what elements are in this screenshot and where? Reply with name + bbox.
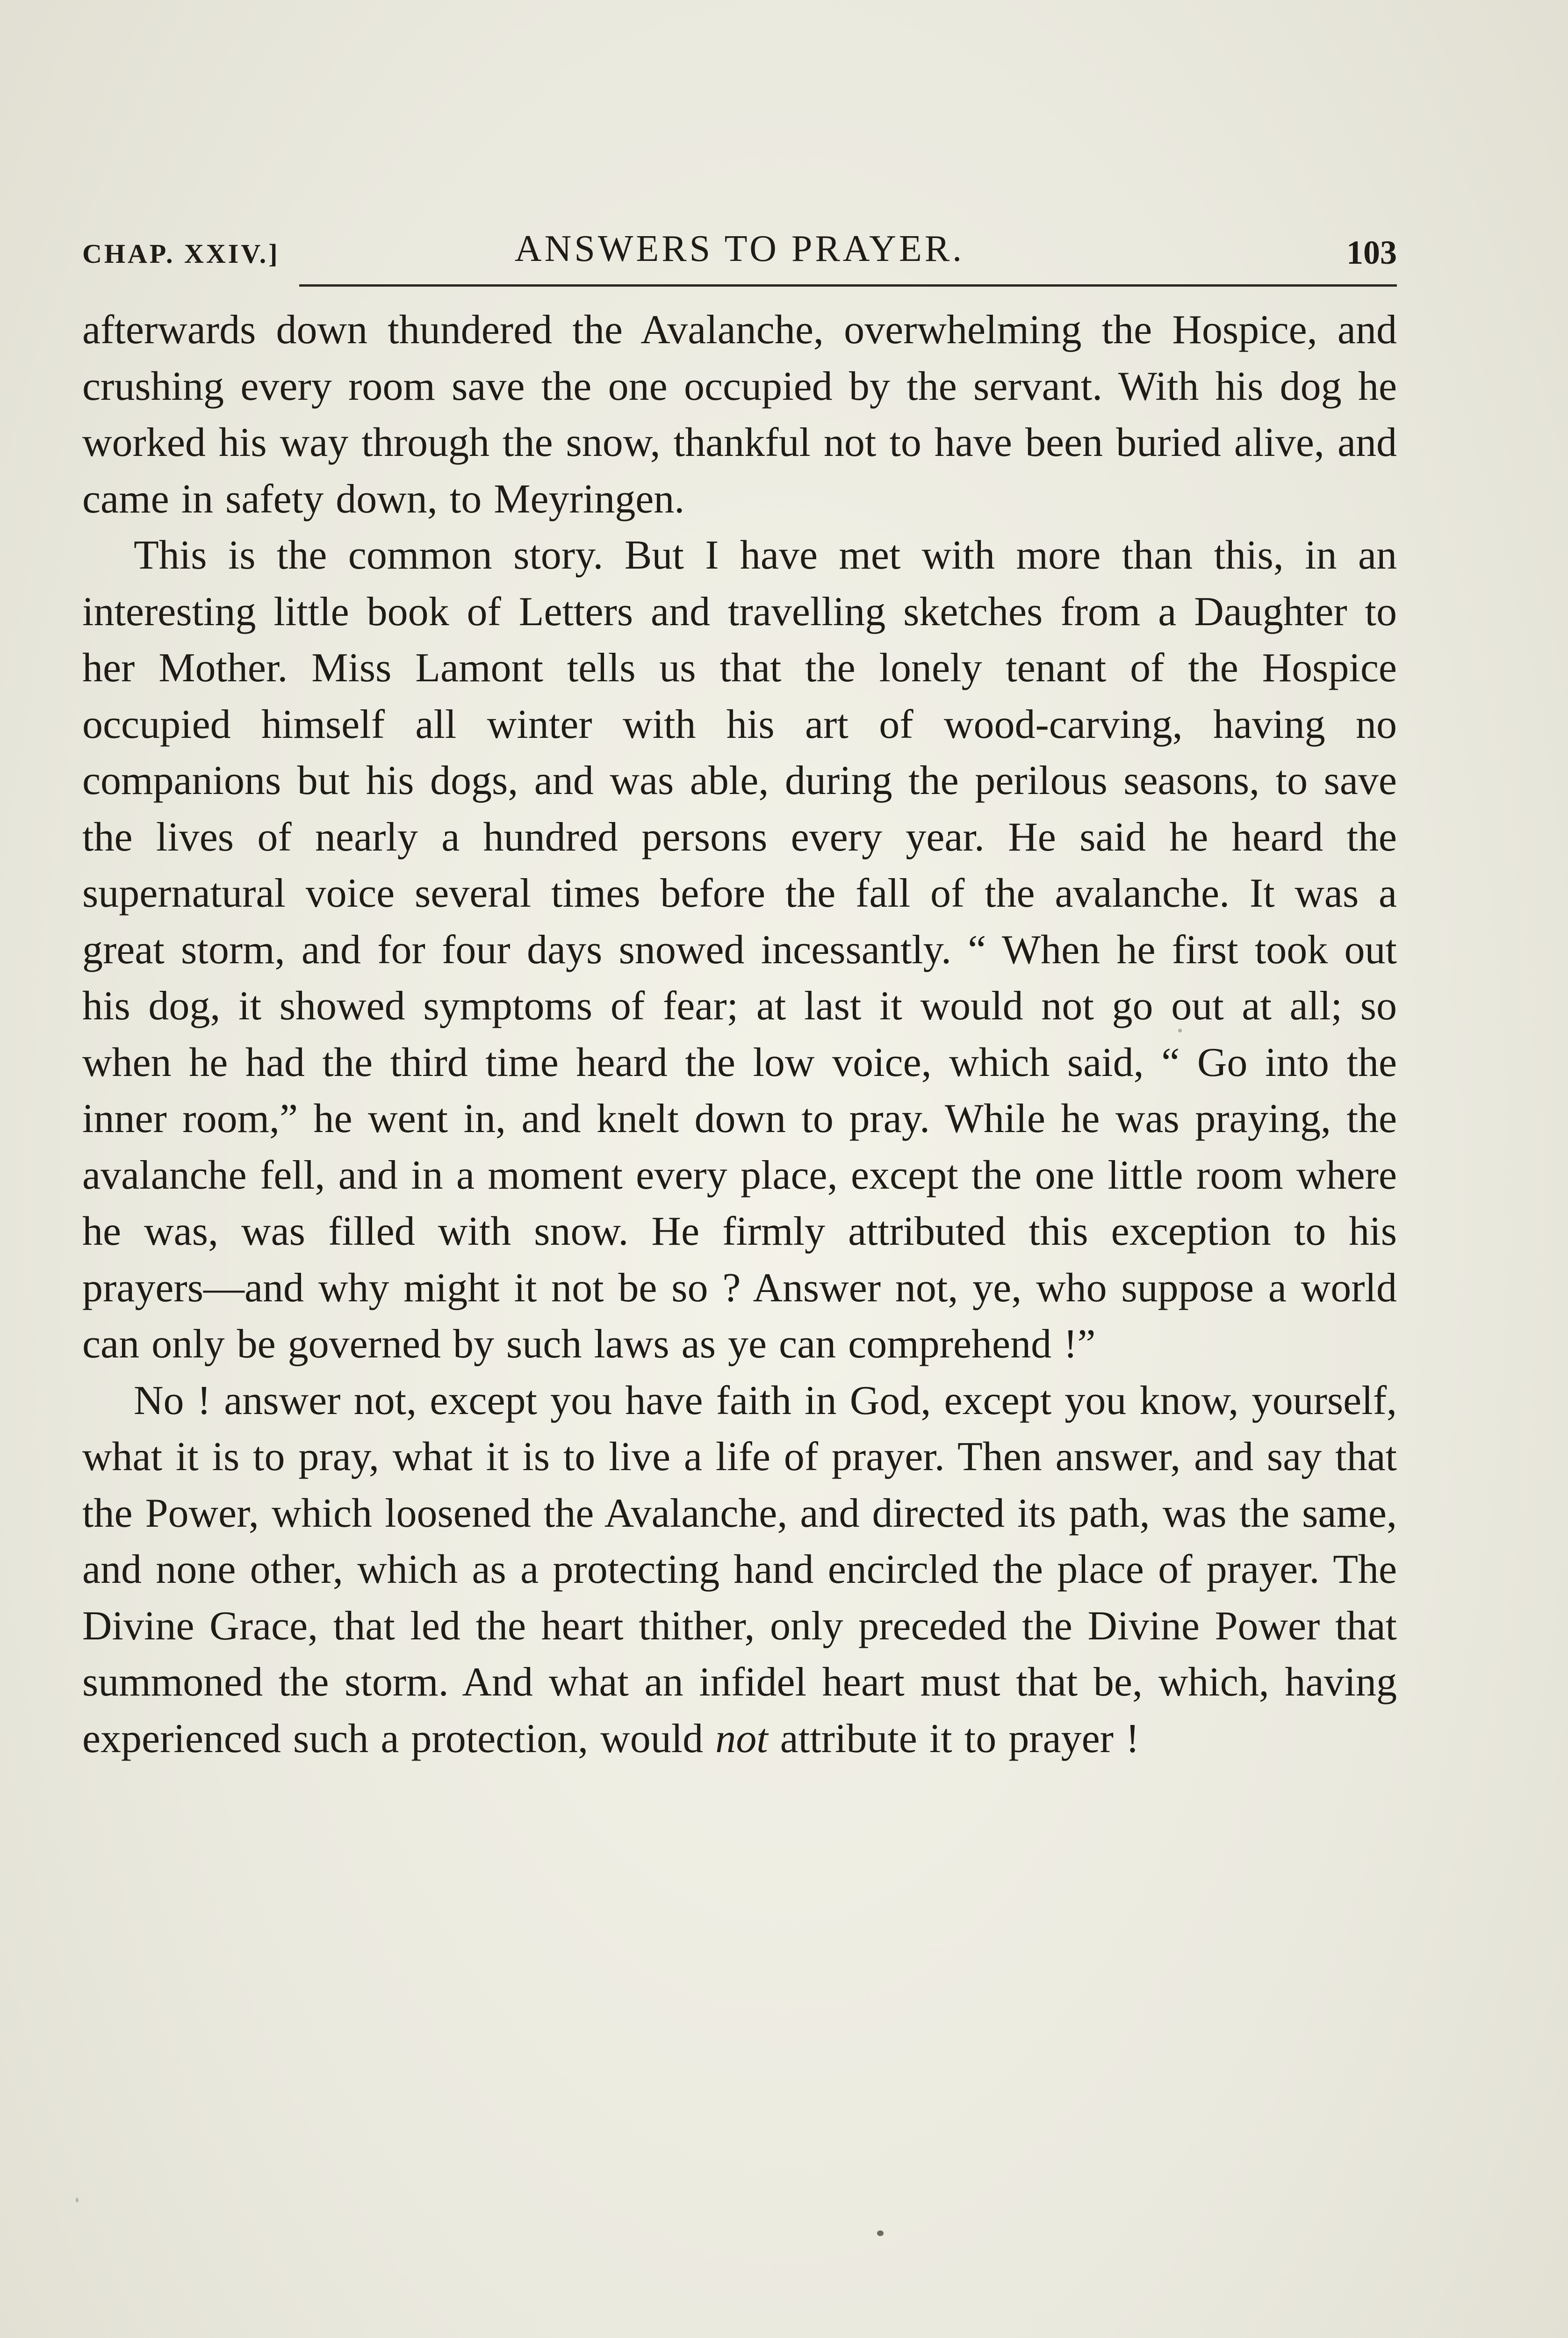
paragraph-2: This is the common story. But I have met with more than this, in an interesting little book of Letters and travelling sketches from a Daughter to her Mother. Miss Lamont tells us that the lonely tenant of the Hospice occupied himself all winter with his art of wood-carving, having no companions but his dogs, and was able, during the perilous seasons, to save the lives of nearly a hundred persons every year. He said he heard the supernatural voice several times before the fall of the avalanche. It was a great storm, and for four days snowed incessantly. “ When he first took out his dog, it showed symptoms of fear; at last it would not go out at all; so when he had the third time heard the low voice, which said, “ Go into the inner room,” he went in, and knelt down to pray. While he was praying, the avalanche fell, and in a moment every place, except the one little room where he was, was filled with snow. He firmly attributed this exception to his prayers—and why might it not be so ? Answer not, ye, who suppose a world can only be governed by such laws as ye can comprehend !” [82, 533, 1397, 1367]
body-text [82, 302, 1397, 1767]
paragraph-1: afterwards down thundered the Avalanche, overwhelming the Hospice, and crushing every room save the one occupied by the servant. With his dog he worked his way through the snow, thankful not to have been buried alive, and came in safety down, to Meyringen. [82, 307, 1397, 522]
page-speck [877, 2230, 884, 2236]
header-rule [299, 284, 1397, 287]
page-speck [76, 2198, 79, 2202]
page-number: 103 [1346, 234, 1397, 271]
paragraph-3-text-a: No ! answer not, except you have faith in God, except you know, yourself, what it is to pray, what it is to live a life of prayer. Then answer, and say that the Power, which loosened the Avalanche, and directed its path, was the same, and none other, which as a protecting hand encircled the place of prayer. The Divine Grace, that led the heart thither, only preceded the Divine Power that summoned the storm. And what an infidel heart must that be, which, having experienced such a protection, would [82, 1378, 1397, 1761]
running-title: ANSWERS TO PRAYER. [514, 228, 965, 269]
running-head [82, 215, 1397, 271]
paragraph-3-text-b: attribute it to prayer ! [768, 1716, 1140, 1761]
paragraph-3 [82, 1373, 1397, 1768]
paragraph-3-italic: not [715, 1716, 768, 1761]
page-speck [1178, 1029, 1182, 1032]
chapter-label: CHAP. XXIV.] [82, 238, 280, 269]
